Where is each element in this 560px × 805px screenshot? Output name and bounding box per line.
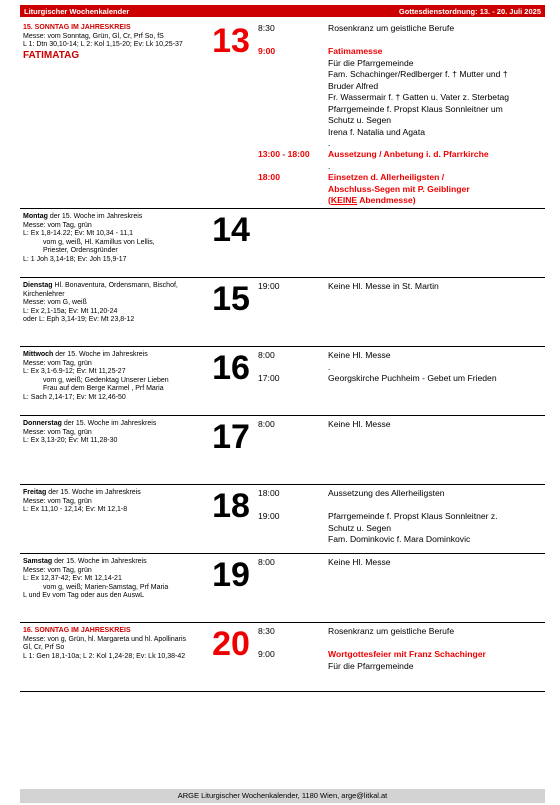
event-desc: Georgskirche Puchheim - Gebet um Frieden bbox=[328, 373, 497, 383]
liturgy-line: vom g, weiß; Gedenktag Unserer Lieben bbox=[43, 376, 169, 384]
event-time: 17:00 bbox=[258, 373, 280, 383]
day-block-16 bbox=[20, 347, 545, 416]
header-bar bbox=[20, 5, 545, 17]
event-desc: Keine Hl. Messe bbox=[328, 419, 391, 429]
liturgy-info: Mittwoch der 15. Woche im Jahreskreis Messe: vom Tag, grün L: Ex 3,1-6.9-12; Ev: Mt 11,25-27 vom g, weiß; Gedenktag Unserer Lieben Frau auf dem Berge Karmel , Prf Maria L: Sach 2,14-17; Ev: Mt 12,46-50 bbox=[23, 351, 208, 402]
event-line: Fr. Wassermair f. † Gatten u. Vater z. Sterbetag bbox=[328, 92, 510, 102]
liturgy-line: Messe: vom G, weiß bbox=[23, 299, 87, 306]
event-time: 13:00 - 18:00 bbox=[258, 149, 310, 159]
day-number: 13 bbox=[212, 22, 250, 60]
event-line: Pfarrgemeinde f. Propst Klaus Sonnleitner um bbox=[328, 103, 503, 114]
day-title: Donnerstag bbox=[23, 420, 62, 427]
footer: ARGE Liturgischer Wochenkalender, 1180 Wien, arge@litkal.at bbox=[20, 789, 545, 803]
liturgy-info bbox=[23, 24, 208, 62]
day-block-13 bbox=[20, 20, 545, 209]
day-number: 15 bbox=[212, 280, 250, 318]
event-time: 9:00 bbox=[258, 649, 275, 659]
liturgy-line: Messe: vom Tag, grün bbox=[23, 428, 92, 436]
event-time: 19:00 bbox=[258, 281, 280, 291]
day-number: 19 bbox=[212, 556, 250, 594]
event-time: 8:30 bbox=[258, 626, 275, 636]
event-time: 8:30 bbox=[258, 23, 275, 33]
event-title: Aussetzung / Anbetung i. d. Pfarrkirche bbox=[328, 149, 489, 159]
liturgy-info: Donnerstag der 15. Woche im Jahreskreis Messe: vom Tag, grün L: Ex 3,13-20; Ev: Mt 11,28-30 bbox=[23, 420, 208, 446]
liturgy-line: L: Ex 12,37-42; Ev: Mt 12,14-21 bbox=[23, 575, 122, 582]
header-date-range: Gottesdienstordnung: 13. - 20. Juli 2025 bbox=[398, 6, 541, 16]
event-line: Fam. Schachinger/Redlberger f. † Mutter und † bbox=[328, 69, 508, 79]
day-block-17 bbox=[20, 416, 545, 485]
event-line: . bbox=[328, 160, 331, 171]
event-desc: Rosenkranz um geistliche Berufe bbox=[328, 23, 455, 33]
liturgy-info: Dienstag Hl. Bonaventura, Ordensmann, Bischof, Kirchenlehrer Messe: vom G, weiß L: Ex 2,1-15a; Ev: Mt 11,20-24 oder L: Eph 3,14-19; Ev: Mt 23,8-12 bbox=[23, 282, 208, 325]
liturgy-line: L: Ex 3,13-20; Ev: Mt 11,28-30 bbox=[23, 437, 118, 444]
liturgy-line: Messe: vom Tag, grün bbox=[23, 566, 92, 574]
day-number: 14 bbox=[212, 211, 250, 249]
day-block-15 bbox=[20, 278, 545, 347]
liturgy-info: Montag der 15. Woche im Jahreskreis Messe: vom Tag, grün L: Ex 1,8-14.22; Ev: Mt 10,34 - 11,1 vom g, weiß, Hl. Kamillus von Lellis, Priester, Ordensgründer L: 1 Joh 3,14-18; Ev: Joh 15,9-17 bbox=[23, 213, 208, 264]
liturgy-line: L: Ex 11,10 - 12,14; Ev: Mt 12,1-8 bbox=[23, 506, 128, 513]
liturgy-line: L: Ex 2,1-15a; Ev: Mt 11,20-24 bbox=[23, 307, 118, 315]
event-time: 9:00 bbox=[258, 46, 276, 56]
liturgy-line: L und Ev vom Tag oder aus den AuswL bbox=[23, 592, 145, 599]
event-time: 8:00 bbox=[258, 419, 275, 429]
event-title: Wortgottesfeier mit Franz Schachinger bbox=[328, 649, 486, 659]
day-number: 20 bbox=[212, 625, 250, 663]
event-desc: Rosenkranz um geistliche Berufe bbox=[328, 626, 455, 636]
liturgy-line: oder L: Eph 3,14-19; Ev: Mt 23,8-12 bbox=[23, 316, 135, 323]
day-number: 18 bbox=[212, 487, 250, 525]
day-number: 16 bbox=[212, 349, 250, 387]
liturgy-line: L: Ex 1,8-14.22; Ev: Mt 10,34 - 11,1 bbox=[23, 230, 133, 237]
event-line: . bbox=[328, 361, 331, 372]
liturgy-line: L 1: Gen 18,1-10a; L 2: Kol 1,24-28; Ev: Lk 10,38-42 bbox=[23, 652, 186, 660]
liturgy-line: Messe: vom Tag, grün bbox=[23, 359, 92, 367]
day-title: 16. SONNTAG IM JAHRESKREIS bbox=[23, 627, 131, 634]
day-title: Freitag bbox=[23, 489, 47, 496]
feast-label: FATIMATAG bbox=[23, 49, 80, 61]
liturgy-line: Messe: vom Tag, grün bbox=[23, 221, 92, 229]
day-title: Dienstag bbox=[23, 282, 53, 289]
event-time: 8:00 bbox=[258, 557, 275, 567]
day-title: Mittwoch bbox=[23, 351, 54, 358]
day-block-14 bbox=[20, 209, 545, 278]
liturgy-line: L: Sach 2,14-17; Ev: Mt 12,46-50 bbox=[23, 393, 126, 401]
event-line: Abschluss-Segen mit P. Geiblinger bbox=[328, 183, 470, 194]
liturgy-line: L 1: Dtn 30,10-14; L 2: Kol 1,15-20; Ev: Lk 10,25-37 bbox=[23, 41, 183, 48]
day-block-20 bbox=[20, 623, 545, 692]
liturgy-line: Gl, Cr, Prf So bbox=[23, 644, 65, 651]
event-title: Fatimamesse bbox=[328, 46, 383, 56]
event-line: (KEINE Abendmesse) bbox=[328, 195, 416, 205]
event-time: 8:00 bbox=[258, 350, 275, 360]
event-line: Bruder Alfred bbox=[328, 80, 379, 91]
event-title: Einsetzen d. Allerheiligsten / bbox=[328, 172, 445, 182]
underlined-word: KEINE bbox=[330, 195, 358, 205]
liturgy-line: L: 1 Joh 3,14-18; Ev: Joh 15,9-17 bbox=[23, 255, 127, 263]
liturgy-info bbox=[23, 627, 208, 661]
liturgy-line: Messe: von g, Grün, hl. Margareta und hl. Apollinaris bbox=[23, 635, 187, 643]
liturgy-line: Messe: vom Sonntag, Grün, Gl, Cr, Prf So, fS bbox=[23, 32, 164, 40]
event-time: 18:00 bbox=[258, 172, 280, 182]
event-desc: Keine Hl. Messe bbox=[328, 350, 391, 360]
day-block-19 bbox=[20, 554, 545, 623]
event-line: Pfarrgemeinde f. Propst Klaus Sonnleitner z. bbox=[328, 511, 498, 521]
event-desc: Keine Hl. Messe bbox=[328, 557, 391, 567]
event-line: . bbox=[328, 138, 331, 148]
day-title: Samstag bbox=[23, 558, 53, 565]
event-desc: Aussetzung des Allerheiligsten bbox=[328, 488, 445, 498]
day-title: Montag bbox=[23, 213, 48, 220]
day-number: 17 bbox=[212, 418, 250, 456]
liturgy-info: Freitag der 15. Woche im Jahreskreis Messe: vom Tag, grün L: Ex 11,10 - 12,14; Ev: Mt 12,1-8 bbox=[23, 489, 208, 515]
event-line: Für die Pfarrgemeinde bbox=[328, 660, 414, 671]
event-line: Für die Pfarrgemeinde bbox=[328, 57, 414, 68]
liturgy-line: Priester, Ordensgründer bbox=[43, 247, 118, 254]
liturgy-line: vom g, weiß; Marien-Samstag, Prf Maria bbox=[43, 583, 169, 591]
day-title: 15. SONNTAG IM JAHRESKREIS bbox=[23, 24, 131, 31]
liturgy-line: Messe: vom Tag, grün bbox=[23, 497, 92, 505]
header-title: Liturgischer Wochenkalender bbox=[24, 6, 130, 16]
event-time: 19:00 bbox=[258, 511, 280, 521]
liturgy-line: vom g, weiß, Hl. Kamillus von Lellis, bbox=[43, 238, 155, 246]
day-block-18 bbox=[20, 485, 545, 554]
event-line: Irena f. Natalia und Agata bbox=[328, 126, 425, 137]
liturgy-info: Samstag der 15. Woche im Jahreskreis Messe: vom Tag, grün L: Ex 12,37-42; Ev: Mt 12,14-21 vom g, weiß; Marien-Samstag, Prf Maria L und Ev vom Tag oder aus den AuswL bbox=[23, 558, 208, 601]
event-desc: Keine Hl. Messe in St. Martin bbox=[328, 281, 439, 291]
event-line: Fam. Dominkovic f. Mara Dominkovic bbox=[328, 534, 471, 544]
liturgy-line: L: Ex 3,1-6.9-12; Ev: Mt 11,25-27 bbox=[23, 368, 126, 375]
event-time: 18:00 bbox=[258, 488, 280, 498]
event-line: Schutz u. Segen bbox=[328, 115, 392, 125]
event-line: Schutz u. Segen bbox=[328, 522, 392, 533]
liturgy-line: Frau auf dem Berge Karmel , Prf Maria bbox=[43, 385, 164, 392]
